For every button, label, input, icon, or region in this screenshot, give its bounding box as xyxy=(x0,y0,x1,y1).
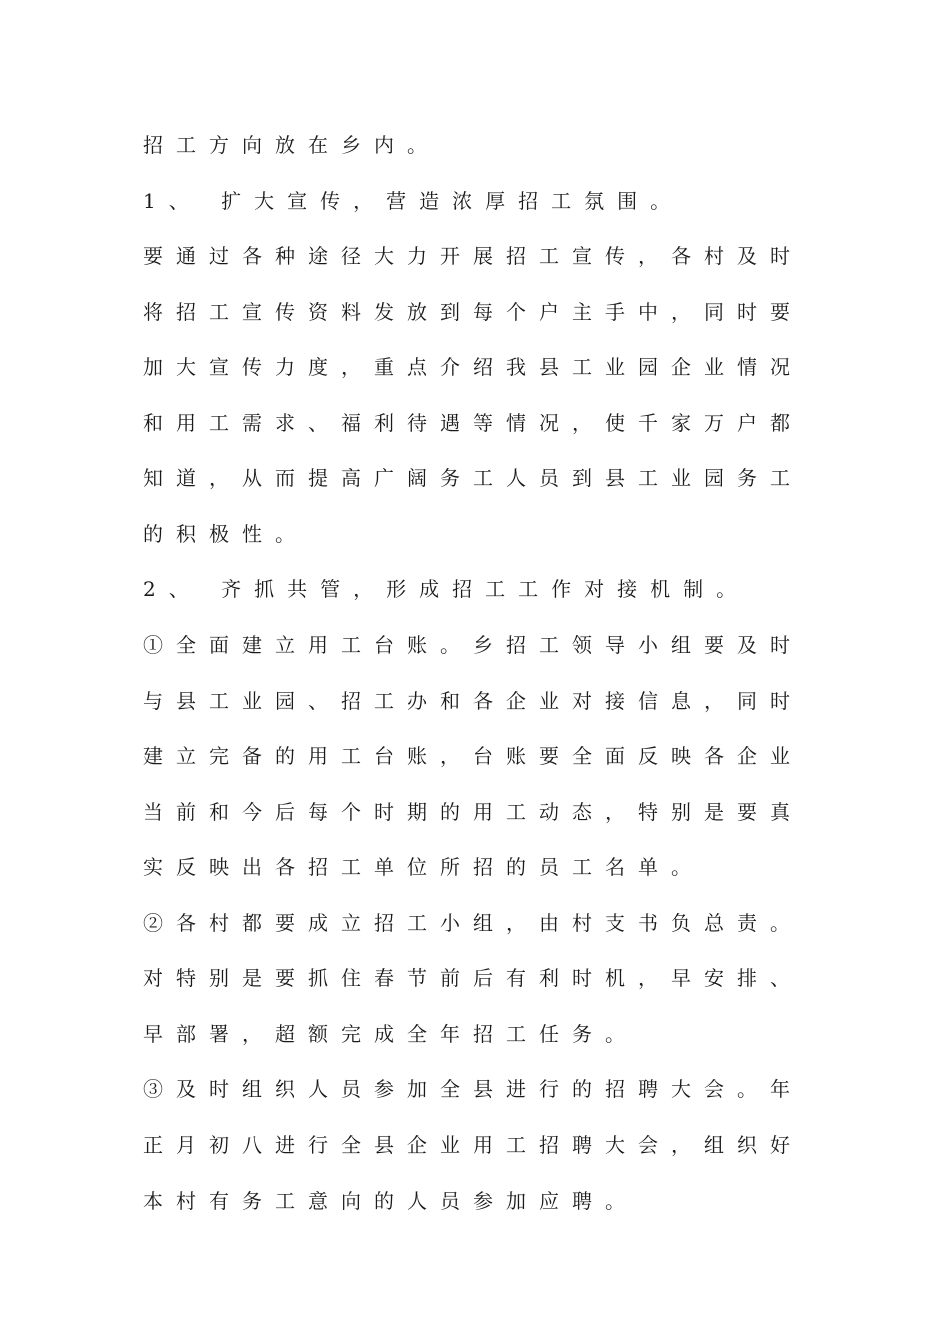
text-line: 早部署，超额完成全年招工任务。 xyxy=(143,1022,638,1046)
text-line: 本村有务工意向的人员参加应聘。 xyxy=(143,1189,638,1213)
text-line: 要通过各种途径大力开展招工宣传，各村及时 xyxy=(143,244,803,268)
list-item: ③及时组织人员参加全县进行的招聘大会。年 xyxy=(143,1077,803,1101)
section-heading: 1、 扩大宣传，营造浓厚招工氛围。 xyxy=(143,189,684,213)
text-line: 对特别是要抓住春节前后有利时机，早安排、 xyxy=(143,966,803,990)
section-heading: 2、 齐抓共管，形成招工工作对接机制。 xyxy=(143,577,750,601)
text-line: 加大宣传力度，重点介绍我县工业园企业情况 xyxy=(143,355,803,379)
text-line: 和用工需求、福利待遇等情况，使千家万户都 xyxy=(143,411,803,435)
text-line: 将招工宣传资料发放到每个户主手中，同时要 xyxy=(143,300,803,324)
text-line: 知道，从而提高广阔务工人员到县工业园务工 xyxy=(143,466,803,490)
text-line: 实反映出各招工单位所招的员工名单。 xyxy=(143,855,704,879)
list-item: ①全面建立用工台账。乡招工领导小组要及时 xyxy=(143,633,803,657)
text-line: 当前和今后每个时期的用工动态，特别是要真 xyxy=(143,800,803,824)
text-line: 与县工业园、招工办和各企业对接信息，同时 xyxy=(143,689,803,713)
text-line: 的积极性。 xyxy=(143,522,308,546)
list-item: ②各村都要成立招工小组，由村支书负总责。 xyxy=(143,911,803,935)
text-line: 建立完备的用工台账，台账要全面反映各企业 xyxy=(143,744,803,768)
text-line: 正月初八进行全县企业用工招聘大会，组织好 xyxy=(143,1133,803,1157)
text-line: 招工方向放在乡内。 xyxy=(143,133,440,157)
